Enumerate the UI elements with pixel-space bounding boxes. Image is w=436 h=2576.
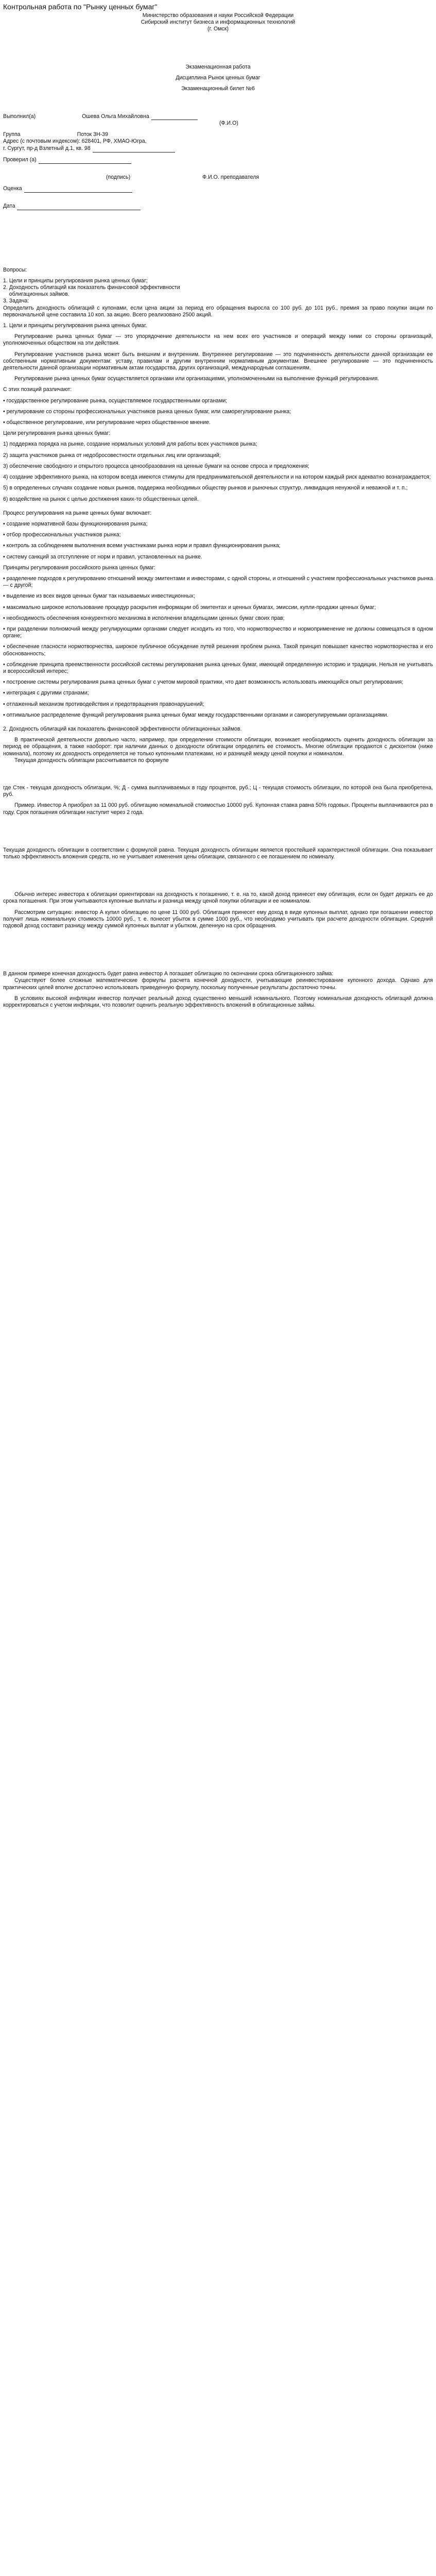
section-1-body xyxy=(3,333,433,719)
paragraph: Существуют более сложные математические формулы расчета конечной доходности, учитывающие реинвестирование купонного дохода. Однако для практических целей вполне достаточно использовать приведенную формулу, поскольку полученные результаты достаточно точны. xyxy=(3,977,433,991)
list-item: • необходимость обеспечения конкурентного механизма в исполнении владельцами ценных бумаг своих прав; xyxy=(3,615,285,621)
document-title: Контрольная работа по "Рынку ценных бумаг" xyxy=(3,3,158,11)
list-item: • создание нормативной базы функционирования рынка; xyxy=(3,520,148,527)
section-2-body xyxy=(3,737,433,1009)
ministry-line: Министерство образования и науки Российской Федерации xyxy=(142,12,294,19)
list-item: • оптимальное распределение функций регулирования рынка ценных бумаг между государственными органами и саморегулируемыми организациями. xyxy=(3,711,389,718)
address-underline xyxy=(93,146,175,152)
institute-line: Сибирский институт бизнеса и информационных технологий xyxy=(141,19,295,26)
checked-field xyxy=(3,157,433,164)
list-item: • максимально широкое использование процедур раскрытия информации об эмитентах и ценных бумагах, эмиссии, купли-продажи ценных бумаг; xyxy=(3,604,376,611)
list-item: • систему санкций за отступление от норм и правил, установленных на рынке. xyxy=(3,553,202,560)
address-field-2 xyxy=(3,145,433,152)
task-text: Определить доходность облигаций с купонами, если цена акции за период его обращения выросла со 100 руб. до 101 руб., премия за право покупки акции по первоначальной цене составила 10 коп. за акцию. Всего реализовано 2500 акций. xyxy=(3,304,433,318)
exam-work: Экзаменационная работа xyxy=(185,63,251,70)
city-line: (г. Омск) xyxy=(207,26,229,32)
list-item: 4) создание эффективного рынка, на котором всегда имеются стимулы для предпринимательской деятельности и на котором каждый риск адекватно вознаграждается; xyxy=(3,474,431,481)
list-item: 3) обеспечение свободного и открытого процесса ценообразования на ценные бумаги на основе спроса и предложения; xyxy=(3,463,309,469)
paragraph: Регулирование участников рынка может быть внешним и внутренним. Внутреннее регулирование — это подчиненность деятельности данной организации ее собственным нормативным документам: уставу, правилам и другим внутренним нормативным документам. Внешнее регулирование — это подчиненность деятельности данной организации нормативным актам государства, других организаций, международным соглашениям. xyxy=(3,351,433,371)
list-item: • общественное регулирование, или регулирование через общественное мнение. xyxy=(3,419,211,426)
paragraph: Процесс регулирования на рынке ценных бумаг включает: xyxy=(3,510,152,516)
paragraph: Текущая доходность облигации в соответствии с формулой равна. Текущая доходность облигации является простейшей характеристикой облигации. Она показывает только эффективность вложения средств, но не учитывает изменения цены облигации, связанного с ее погашением по номиналу. xyxy=(3,846,433,860)
list-item: • разделение подходов к регулированию отношений между эмитентами и инвесторами, с одной стороны, и отношений с участием профессиональных участников рынка — с другой; xyxy=(3,575,433,589)
list-item: • контроль за соблюдением выполнения всеми участниками рынка норм и правил функционирования рынка; xyxy=(3,543,281,549)
list-item: 6) воздействие на рынок с целью достижения каких-то общественных целей. xyxy=(3,496,199,502)
fio-caption: (Ф.И.О) xyxy=(219,120,238,127)
exam-ticket: Экзаменационный билет №6 xyxy=(181,86,255,92)
paragraph: С этих позиций различают: xyxy=(3,386,72,393)
paragraph: Обычно интерес инвестора к облигации ориентирован на доходность к погашению, т. е. на то, какой доход принесет ему облигация, если он будет держать ее до срока погашения. При этом учитываются купонные выплаты и разница между ценой покупки облигации и ее номиналом. xyxy=(3,891,433,905)
grade-underline xyxy=(24,187,132,193)
list-item: • отбор профессиональных участников рынка; xyxy=(3,532,121,538)
paragraph: В данном примере конечная доходность будет равна инвестор А погашает облигацию по окончании срока облигационного займа: xyxy=(3,971,334,977)
teacher-caption: Ф.И.О. преподавателя xyxy=(202,174,259,181)
date-underline xyxy=(17,204,141,210)
paragraph: Регулирование рынка ценных бумаг — это упорядочение деятельности на нем всех его участников и операций между ними со стороны организаций, уполномоченных обществом на эти действия. xyxy=(3,333,433,347)
group-field xyxy=(3,131,433,138)
grade-field xyxy=(3,185,433,193)
question-2: 2. Доходность облигаций как показатель финансовой эффективности xyxy=(3,284,180,291)
performer-underline xyxy=(151,114,198,120)
address-line-2: г. Сургут, пр-д Взлетный д.1, кв. 98 xyxy=(3,145,91,152)
grade-label: Оценка xyxy=(3,185,22,192)
group-value: Поток 3Н-39 xyxy=(77,131,108,138)
paragraph: Пример. Инвестор А приобрел за 11 000 руб. облигацию номинальной стоимостью 10000 руб. Купонная ставка равна 50% годовых. Проценты выплачиваются раз в году. Срок погашения облигации наступит через 2 года. xyxy=(3,802,433,816)
checked-underline xyxy=(39,158,131,164)
date-label: Дата xyxy=(3,203,15,210)
question-2-cont: облигационных займов. xyxy=(3,291,69,298)
performer-value: Ошева Ольга Михайловна xyxy=(82,113,149,120)
list-item: 5) в определенных случаях создание новых рынков, поддержка необходимых обществу рынков и рыночных структур, ликвидация ненужной и неважной и т. п.; xyxy=(3,485,408,492)
performer-field xyxy=(3,113,433,120)
question-1: 1. Цели и принципы регулирования рынка ценных бумаг; xyxy=(3,277,148,284)
list-item: • отлаженный механизм противодействия и предотвращения правонарушений; xyxy=(3,701,204,707)
checked-label: Проверил (а) xyxy=(3,157,37,163)
list-item: • интеграция с другими странами; xyxy=(3,690,89,697)
address-line: Адрес (с почтовым индексом): 628401, РФ, ХМАО-Югра, xyxy=(3,138,147,145)
date-field xyxy=(3,203,433,210)
list-item: • соблюдение принципа преемственности российской системы регулирования рынка ценных бумаг, имеющей определенную историю и традиции. Нельзя не учитывать и всероссийский интерес; xyxy=(3,661,433,674)
document-body xyxy=(3,2,433,1009)
list-item: 1) поддержка порядка на рынке, создание нормальных условий для работы всех участников рынка; xyxy=(3,441,257,448)
question-3: 3. Задача: xyxy=(3,298,29,304)
section-1-title: 1. Цели и принципы регулирования рынка ценных бумаг. xyxy=(3,323,147,329)
list-item: • выделение из всех видов ценных бумаг так называемых инвестиционных; xyxy=(3,593,195,600)
list-item: 2) защита участников рынка от недобросовестности отдельных лиц или организаций; xyxy=(3,452,221,459)
list-item: • регулирование со стороны профессиональных участников рынка ценных бумаг, или саморегулирование рынка; xyxy=(3,408,291,415)
paragraph: Рассмотрим ситуацию: инвестор А купил облигацию по цене 11 000 руб. Облигация принесет ему доход в виде купонных выплат, однако при погашении инвестор получит лишь номинальную стоимость 10000 руб., т. е. понесет убыток в сумме 1000 руб., что необходимо учитывать при расчете доходности облигации. Средний годовой доход составит разницу между суммой купонных выплат и убытком, деленную на срок обращения. xyxy=(3,909,433,929)
performer-label: Выполнил(а) xyxy=(3,113,36,120)
paragraph: Текущая доходность облигации рассчитывается по формуле xyxy=(14,757,169,764)
paragraph: где Стек - текущая доходность облигации, %; Д - сумма выплачиваемых в году процентов, руб.; Ц - текущая стоимость облигации, по которой она была приобретена, руб. xyxy=(3,784,433,798)
signature-row xyxy=(3,174,433,181)
section-2-title: 2. Доходность облигаций как показатель финансовой эффективности облигационных займов. xyxy=(3,725,242,732)
questions-heading: Вопросы: xyxy=(3,266,27,273)
paragraph: В практической деятельности довольно часто, например, при определении стоимости облигации, возникает необходимость оценить доходность облигации за период ее обращения, а также наоборот: при наличии данных о доходности облигации определить ее стоимость. Многие облигации продаются с дисконтом (ниже номинала), поэтому их доходность определяется не только купонными платежами, но и разницей между ценой покупки и номиналом. xyxy=(3,737,433,757)
signature-caption: (подпись) xyxy=(106,174,131,181)
list-item: • государственное регулирование рынка, осуществляемое государственными органами; xyxy=(3,397,228,404)
exam-discipline: Дисциплина Рынок ценных бумаг xyxy=(176,74,260,81)
paragraph: В условиях высокой инфляции инвестор получает реальный доход существенно меньший номинального. Поэтому номинальная доходность облигаций должна корректироваться с учетом инфляции, что позволит оценить реальную эффективность вложений в облигационные займы. xyxy=(3,995,433,1009)
list-item: • построение системы регулирования рынка ценных бумаг с учетом мировой практики, что дает возможность использовать имеющийся опыт регулирования; xyxy=(3,679,404,686)
paragraph: Регулирование рынка ценных бумаг осуществляется органами или организациями, уполномоченными на выполнение функций регулирования. xyxy=(14,376,379,382)
paragraph: Цели регулирования рынка ценных бумаг: xyxy=(3,430,111,437)
group-label: Группа xyxy=(3,131,21,138)
list-item: • при разделении полномочий между регулирующими органами следует исходить из того, что нормотворчество и нормоприменение не должны совмещаться в одном органе; xyxy=(3,625,433,639)
list-item: • обеспечение гласности нормотворчества, широкое публичное обсуждение путей решения проблем рынка. Такой принцип повышает качество нормотворчества и его обоснованность; xyxy=(3,643,433,657)
paragraph: Принципы регулирования российского рынка ценных бумаг: xyxy=(3,564,156,571)
